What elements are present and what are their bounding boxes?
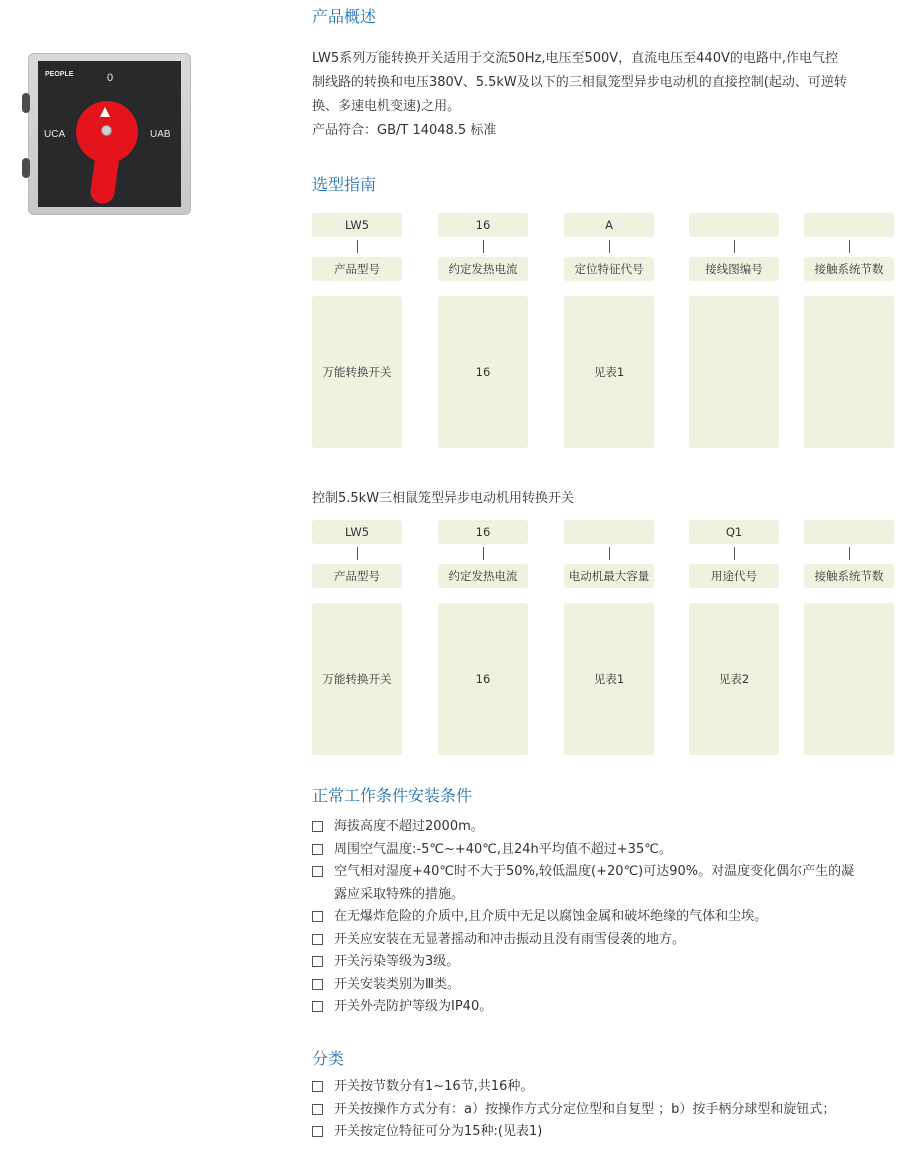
connector-line bbox=[849, 547, 850, 560]
field-label: 接触系统节数 bbox=[804, 564, 894, 588]
checkbox-icon bbox=[312, 821, 323, 832]
switch-faceplate bbox=[38, 61, 181, 207]
classification-heading: 分类 bbox=[312, 1049, 345, 1068]
code-box: 16 bbox=[438, 520, 528, 544]
field-value bbox=[804, 603, 894, 755]
code-box: LW5 bbox=[312, 520, 402, 544]
connector-line bbox=[734, 240, 735, 253]
code-box bbox=[804, 520, 894, 544]
field-label: 电动机最大容量 bbox=[564, 564, 654, 588]
connector-line bbox=[609, 240, 610, 253]
conditions-list bbox=[312, 816, 912, 1019]
code-box: 16 bbox=[438, 213, 528, 237]
photo-side-tab bbox=[22, 93, 30, 113]
classification-list bbox=[312, 1076, 912, 1144]
list-item: 空气相对湿度+40℃时不大于50%,较低温度(+20℃)可达90%。对温度变化偶尔产生的凝 露应采取特殊的措施。 bbox=[312, 861, 912, 906]
field-label: 产品型号 bbox=[312, 257, 402, 281]
standard-line: 产品符合：GB/T 14048.5 标准 bbox=[312, 123, 497, 138]
checkbox-icon bbox=[312, 866, 323, 877]
field-label: 约定发热电流 bbox=[438, 257, 528, 281]
photo-side-tab bbox=[22, 158, 30, 178]
list-item: 开关按操作方式分有：a）按操作方式分定位型和自复型 ；b）按手柄分球型和旋钮式； bbox=[312, 1099, 912, 1122]
field-label: 用途代号 bbox=[689, 564, 779, 588]
field-value: 见表2 bbox=[689, 603, 779, 755]
checkbox-icon bbox=[312, 979, 323, 990]
checkbox-icon bbox=[312, 911, 323, 922]
overview-heading: 产品概述 bbox=[312, 7, 377, 26]
code-box: LW5 bbox=[312, 213, 402, 237]
guide-heading: 选型指南 bbox=[312, 175, 377, 194]
field-label: 接线图编号 bbox=[689, 257, 779, 281]
list-item: 周围空气温度:-5℃~+40℃,且24h平均值不超过+35℃。 bbox=[312, 839, 912, 862]
overview-line: 换、多速电机变速)之用。 bbox=[312, 99, 461, 114]
list-item: 开关按定位特征可分为15种:(见表1) bbox=[312, 1121, 912, 1144]
field-value: 万能转换开关 bbox=[312, 296, 402, 448]
connector-line bbox=[357, 240, 358, 253]
list-item: 开关应安装在无显著摇动和冲击振动且没有雨雪侵袭的地方。 bbox=[312, 929, 912, 952]
overview-text bbox=[312, 47, 902, 143]
photo-right-label: UAB bbox=[150, 129, 171, 140]
checkbox-icon bbox=[312, 1001, 323, 1012]
code-box: Q1 bbox=[689, 520, 779, 544]
field-label: 接触系统节数 bbox=[804, 257, 894, 281]
connector-line bbox=[357, 547, 358, 560]
field-value: 16 bbox=[438, 296, 528, 448]
code-box bbox=[804, 213, 894, 237]
list-item: 开关按节数分有1~16节,共16种。 bbox=[312, 1076, 912, 1099]
field-label: 约定发热电流 bbox=[438, 564, 528, 588]
code-box bbox=[689, 213, 779, 237]
list-item: 开关外壳防护等级为IP40。 bbox=[312, 996, 912, 1019]
connector-line bbox=[734, 547, 735, 560]
checkbox-icon bbox=[312, 934, 323, 945]
overview-line: 制线路的转换和电压380V、5.5kW及以下的三相鼠笼型异步电动机的直接控制(起动、可逆转 bbox=[312, 75, 847, 90]
connector-line bbox=[849, 240, 850, 253]
photo-zero-mark: 0 bbox=[107, 72, 114, 84]
field-value: 16 bbox=[438, 603, 528, 755]
field-value: 见表1 bbox=[564, 603, 654, 755]
checkbox-icon bbox=[312, 1081, 323, 1092]
photo-brand: PEOPLE bbox=[45, 71, 74, 78]
checkbox-icon bbox=[312, 1104, 323, 1115]
field-label: 产品型号 bbox=[312, 564, 402, 588]
connector-line bbox=[483, 547, 484, 560]
checkbox-icon bbox=[312, 956, 323, 967]
connector-line bbox=[483, 240, 484, 253]
code-box bbox=[564, 520, 654, 544]
table2-subtitle: 控制5.5kW三相鼠笼型异步电动机用转换开关 bbox=[312, 491, 575, 506]
checkbox-icon bbox=[312, 1126, 323, 1137]
field-value: 万能转换开关 bbox=[312, 603, 402, 755]
code-box: A bbox=[564, 213, 654, 237]
list-item: 开关污染等级为3级。 bbox=[312, 951, 912, 974]
conditions-heading: 正常工作条件安装条件 bbox=[312, 786, 473, 805]
list-item: 海拔高度不超过2000m。 bbox=[312, 816, 912, 839]
checkbox-icon bbox=[312, 844, 323, 855]
knob-screw bbox=[101, 125, 112, 136]
list-item: 在无爆炸危险的介质中,且介质中无足以腐蚀金属和破坏绝缘的气体和尘埃。 bbox=[312, 906, 912, 929]
field-label: 定位特征代号 bbox=[564, 257, 654, 281]
photo-left-label: UCA bbox=[44, 129, 66, 140]
list-item: 开关安装类别为Ⅲ类。 bbox=[312, 974, 912, 997]
product-photo bbox=[28, 53, 191, 215]
overview-line: LW5系列万能转换开关适用于交流50Hz,电压至500V，直流电压至440V的电路中,作电气控 bbox=[312, 51, 838, 66]
pointer-triangle-icon bbox=[100, 107, 110, 117]
field-value bbox=[689, 296, 779, 448]
connector-line bbox=[609, 547, 610, 560]
field-value: 见表1 bbox=[564, 296, 654, 448]
field-value bbox=[804, 296, 894, 448]
